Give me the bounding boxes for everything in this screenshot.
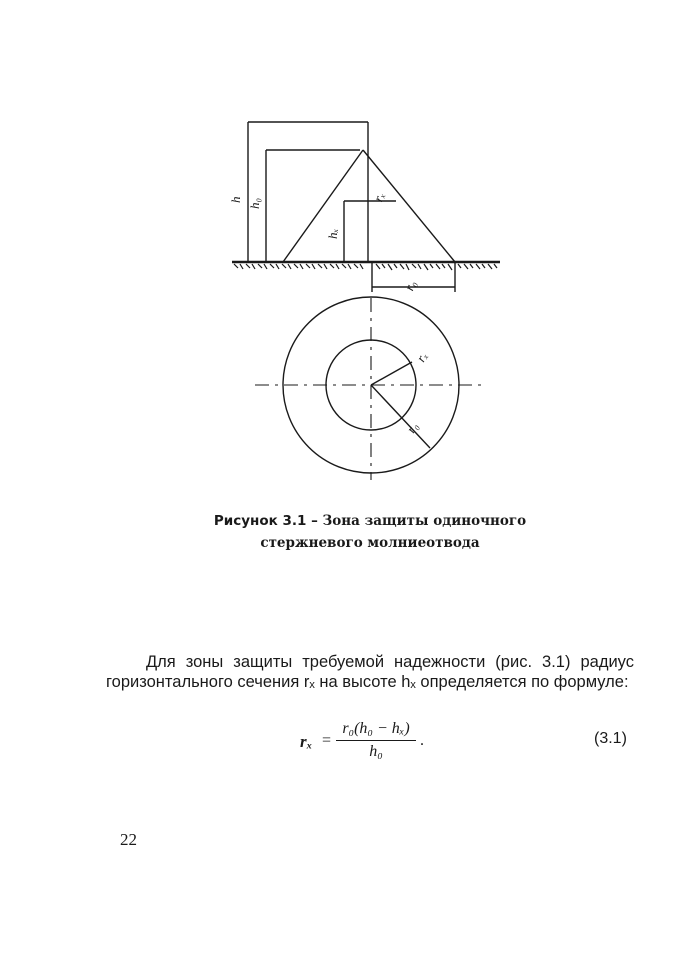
- caption-label: Рисунок 3.1: [213, 513, 307, 529]
- label-rx-top: rₓ: [370, 190, 388, 204]
- label-hx: hₓ: [325, 228, 340, 239]
- paragraph-text: Для зоны защиты требуемой надежности (рис. 3.1) радиус горизонтального сечения rₓ на высоте hₓ определяется по формуле:: [106, 653, 634, 691]
- cone-right-edge: [363, 150, 455, 262]
- ground-hatching: [234, 264, 497, 270]
- formula-denominator: h₀: [369, 743, 383, 760]
- r0-radius-line: [371, 385, 430, 448]
- formula-fraction: [336, 720, 416, 761]
- equation-number: (3.1): [594, 730, 627, 747]
- page-number: 22: [120, 830, 137, 849]
- formula-lhs: rₓ: [300, 732, 313, 751]
- label-h0: h₀: [247, 197, 262, 209]
- caption-line1: – Зона защиты одиночного: [306, 513, 527, 529]
- body-paragraph: [106, 652, 634, 692]
- caption-line2: стержневого молниеотвода: [260, 535, 480, 551]
- label-h: h: [228, 196, 243, 203]
- cone-left-edge: [283, 150, 363, 262]
- label-rx-circle: rₓ: [413, 349, 431, 365]
- figure-caption: [150, 510, 590, 554]
- formula-trailing: .: [420, 732, 424, 749]
- formula-equals: =: [322, 732, 332, 749]
- formula-numerator: r₀(h₀ − hₓ): [336, 720, 416, 741]
- label-r0-circle: r₀: [403, 419, 421, 436]
- rx-radius-line: [371, 362, 412, 385]
- label-r0-ground: r₀: [401, 278, 419, 293]
